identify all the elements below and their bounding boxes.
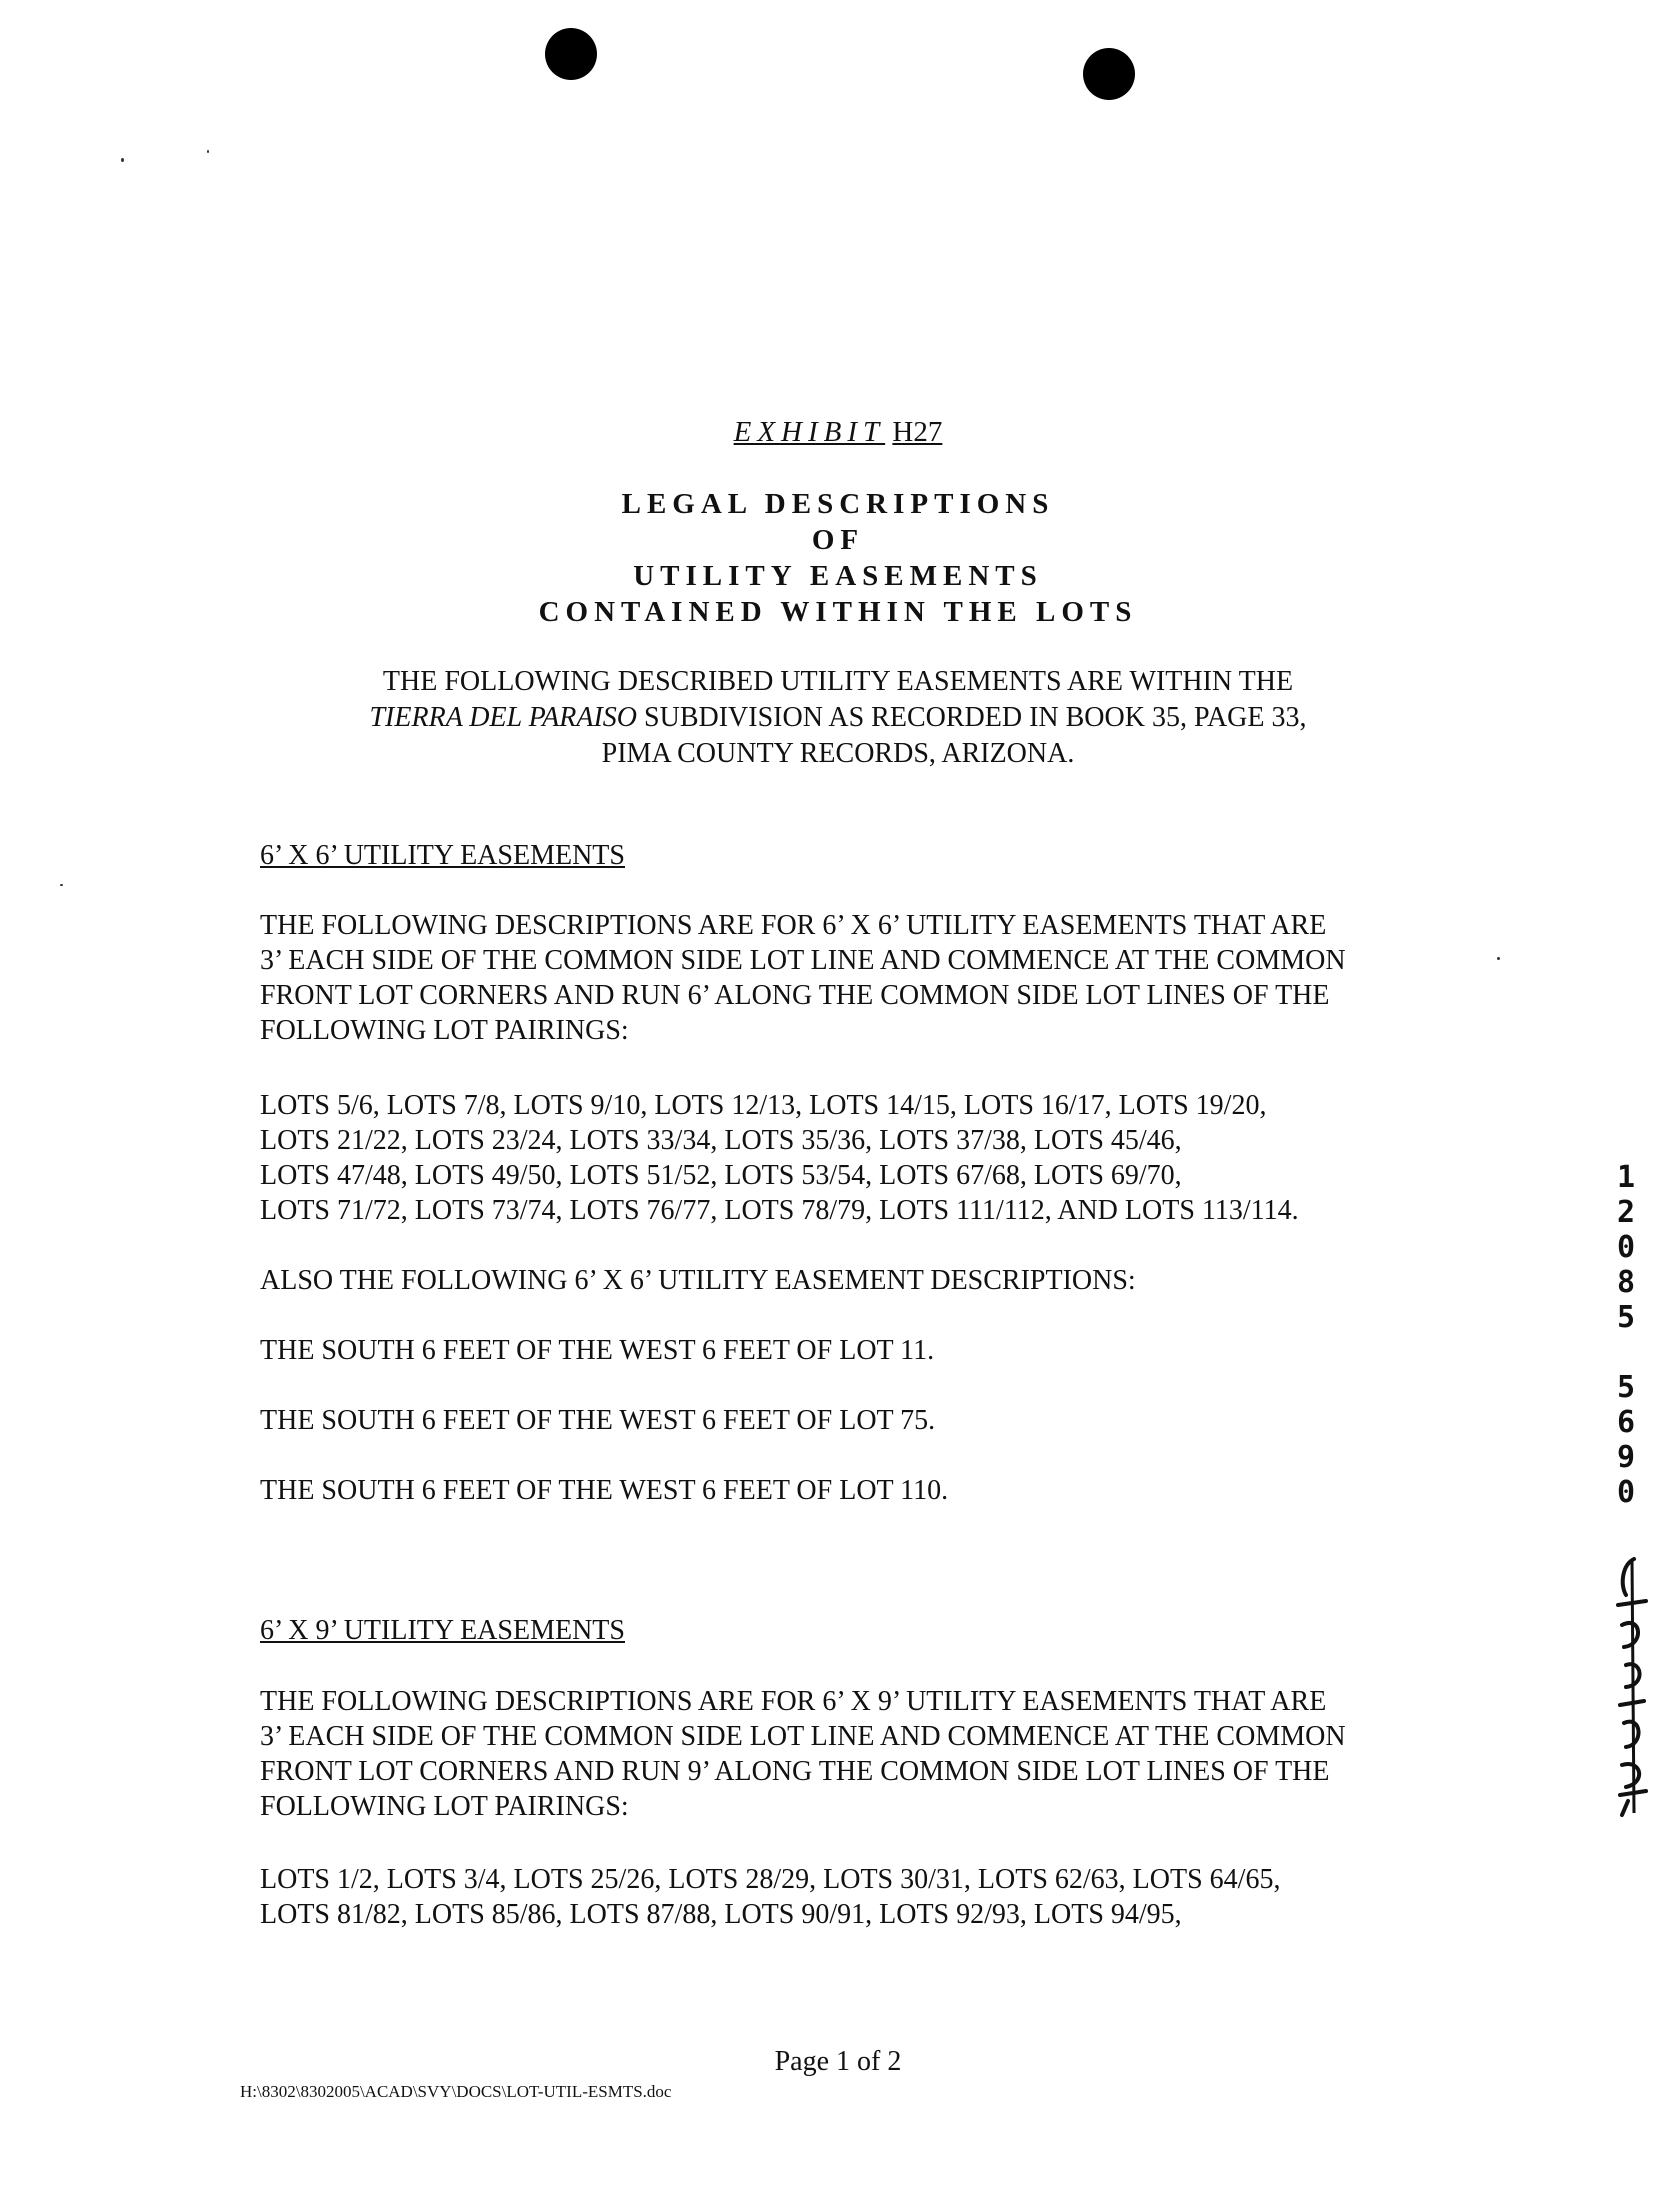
recording-stamp-digit: 2 xyxy=(1616,1195,1636,1230)
scan-speck xyxy=(121,158,124,162)
easement-item: THE SOUTH 6 FEET OF THE WEST 6 FEET OF LOT 75. xyxy=(260,1405,936,1436)
intro-line-rest: SUBDIVISION AS RECORDED IN BOOK 35, PAGE 33, xyxy=(637,702,1307,733)
intro-line: PIMA COUNTY RECORDS, ARIZONA. xyxy=(601,738,1075,769)
section-title: 6’ X 6’ UTILITY EASEMENTS xyxy=(260,840,625,871)
lot-pairings-line: LOTS 1/2, LOTS 3/4, LOTS 25/26, LOTS 28/29, LOTS 30/31, LOTS 62/63, LOTS 64/65, xyxy=(260,1864,1281,1895)
lot-pairings-line: LOTS 5/6, LOTS 7/8, LOTS 9/10, LOTS 12/13, LOTS 14/15, LOTS 16/17, LOTS 19/20, xyxy=(260,1090,1267,1121)
recording-stamp-digit: 5 xyxy=(1616,1300,1636,1335)
punch-hole-left xyxy=(545,28,597,80)
intro-line: THE FOLLOWING DESCRIBED UTILITY EASEMENTS ARE WITHIN THE xyxy=(382,666,1294,697)
intro-line xyxy=(0,700,1676,736)
heading-line: OF xyxy=(811,524,865,556)
recording-stamp-digit: 9 xyxy=(1616,1440,1636,1475)
heading-line: UTILITY EASEMENTS xyxy=(633,560,1043,592)
exhibit-word: EXHIBIT xyxy=(733,416,886,448)
recording-stamp-digit: 1 xyxy=(1616,1160,1636,1195)
subdivision-name: TIERRA DEL PARAISO xyxy=(369,702,638,733)
lot-pairings-line: LOTS 81/82, LOTS 85/86, LOTS 87/88, LOTS 90/91, LOTS 92/93, LOTS 94/95, xyxy=(260,1899,1182,1930)
recording-stamp-digit: 5 xyxy=(1616,1370,1636,1405)
section-title: 6’ X 9’ UTILITY EASEMENTS xyxy=(260,1615,625,1646)
struck-stamp-mark xyxy=(1612,1555,1652,1817)
easement-item: THE SOUTH 6 FEET OF THE WEST 6 FEET OF LOT 11. xyxy=(260,1335,935,1366)
section-description: THE FOLLOWING DESCRIPTIONS ARE FOR 6’ X 6’ UTILITY EASEMENTS THAT ARE 3’ EACH SIDE OF THE COMMON SIDE LOT LINE AND COMMENCE AT THE COMMON FRONT LOT CORNERS AND RUN 6’ ALONG THE COMMON SIDE LOT LINES OF THE FOLLOWING LOT PAIRINGS: xyxy=(260,910,1346,1046)
page-number: Page 1 of 2 xyxy=(774,2046,902,2077)
file-path: H:\8302\8302005\ACAD\SVY\DOCS\LOT-UTIL-ESMTS.doc xyxy=(240,2082,672,2101)
intro-paragraph xyxy=(0,664,1676,772)
recording-stamp-digit: 6 xyxy=(1616,1405,1636,1440)
lot-pairings-line: LOTS 21/22, LOTS 23/24, LOTS 33/34, LOTS 35/36, LOTS 37/38, LOTS 45/46, xyxy=(260,1125,1182,1156)
heading-line: LEGAL DESCRIPTIONS xyxy=(621,488,1055,520)
recording-stamp-digit: 0 xyxy=(1616,1230,1636,1265)
scan-speck xyxy=(60,884,63,886)
exhibit-number: H27 xyxy=(892,416,943,448)
exhibit-title xyxy=(0,416,1676,449)
recording-stamp-digit: 8 xyxy=(1616,1265,1636,1300)
scan-speck xyxy=(1497,957,1500,960)
also-line: ALSO THE FOLLOWING 6’ X 6’ UTILITY EASEMENT DESCRIPTIONS: xyxy=(260,1265,1136,1296)
lot-pairings-line: LOTS 47/48, LOTS 49/50, LOTS 51/52, LOTS 53/54, LOTS 67/68, LOTS 69/70, xyxy=(260,1160,1182,1191)
easement-item: THE SOUTH 6 FEET OF THE WEST 6 FEET OF LOT 110. xyxy=(260,1475,949,1506)
lot-pairings-line: LOTS 71/72, LOTS 73/74, LOTS 76/77, LOTS 78/79, LOTS 111/112, AND LOTS 113/114. xyxy=(260,1195,1299,1226)
scan-speck xyxy=(207,150,209,153)
recording-stamp-digit: 0 xyxy=(1616,1475,1636,1510)
section-description: THE FOLLOWING DESCRIPTIONS ARE FOR 6’ X 9’ UTILITY EASEMENTS THAT ARE 3’ EACH SIDE OF THE COMMON SIDE LOT LINE AND COMMENCE AT THE COMMON FRONT LOT CORNERS AND RUN 9’ ALONG THE COMMON SIDE LOT LINES OF THE FOLLOWING LOT PAIRINGS: xyxy=(260,1686,1346,1822)
punch-hole-right xyxy=(1083,48,1135,100)
heading-line: CONTAINED WITHIN THE LOTS xyxy=(538,596,1138,628)
